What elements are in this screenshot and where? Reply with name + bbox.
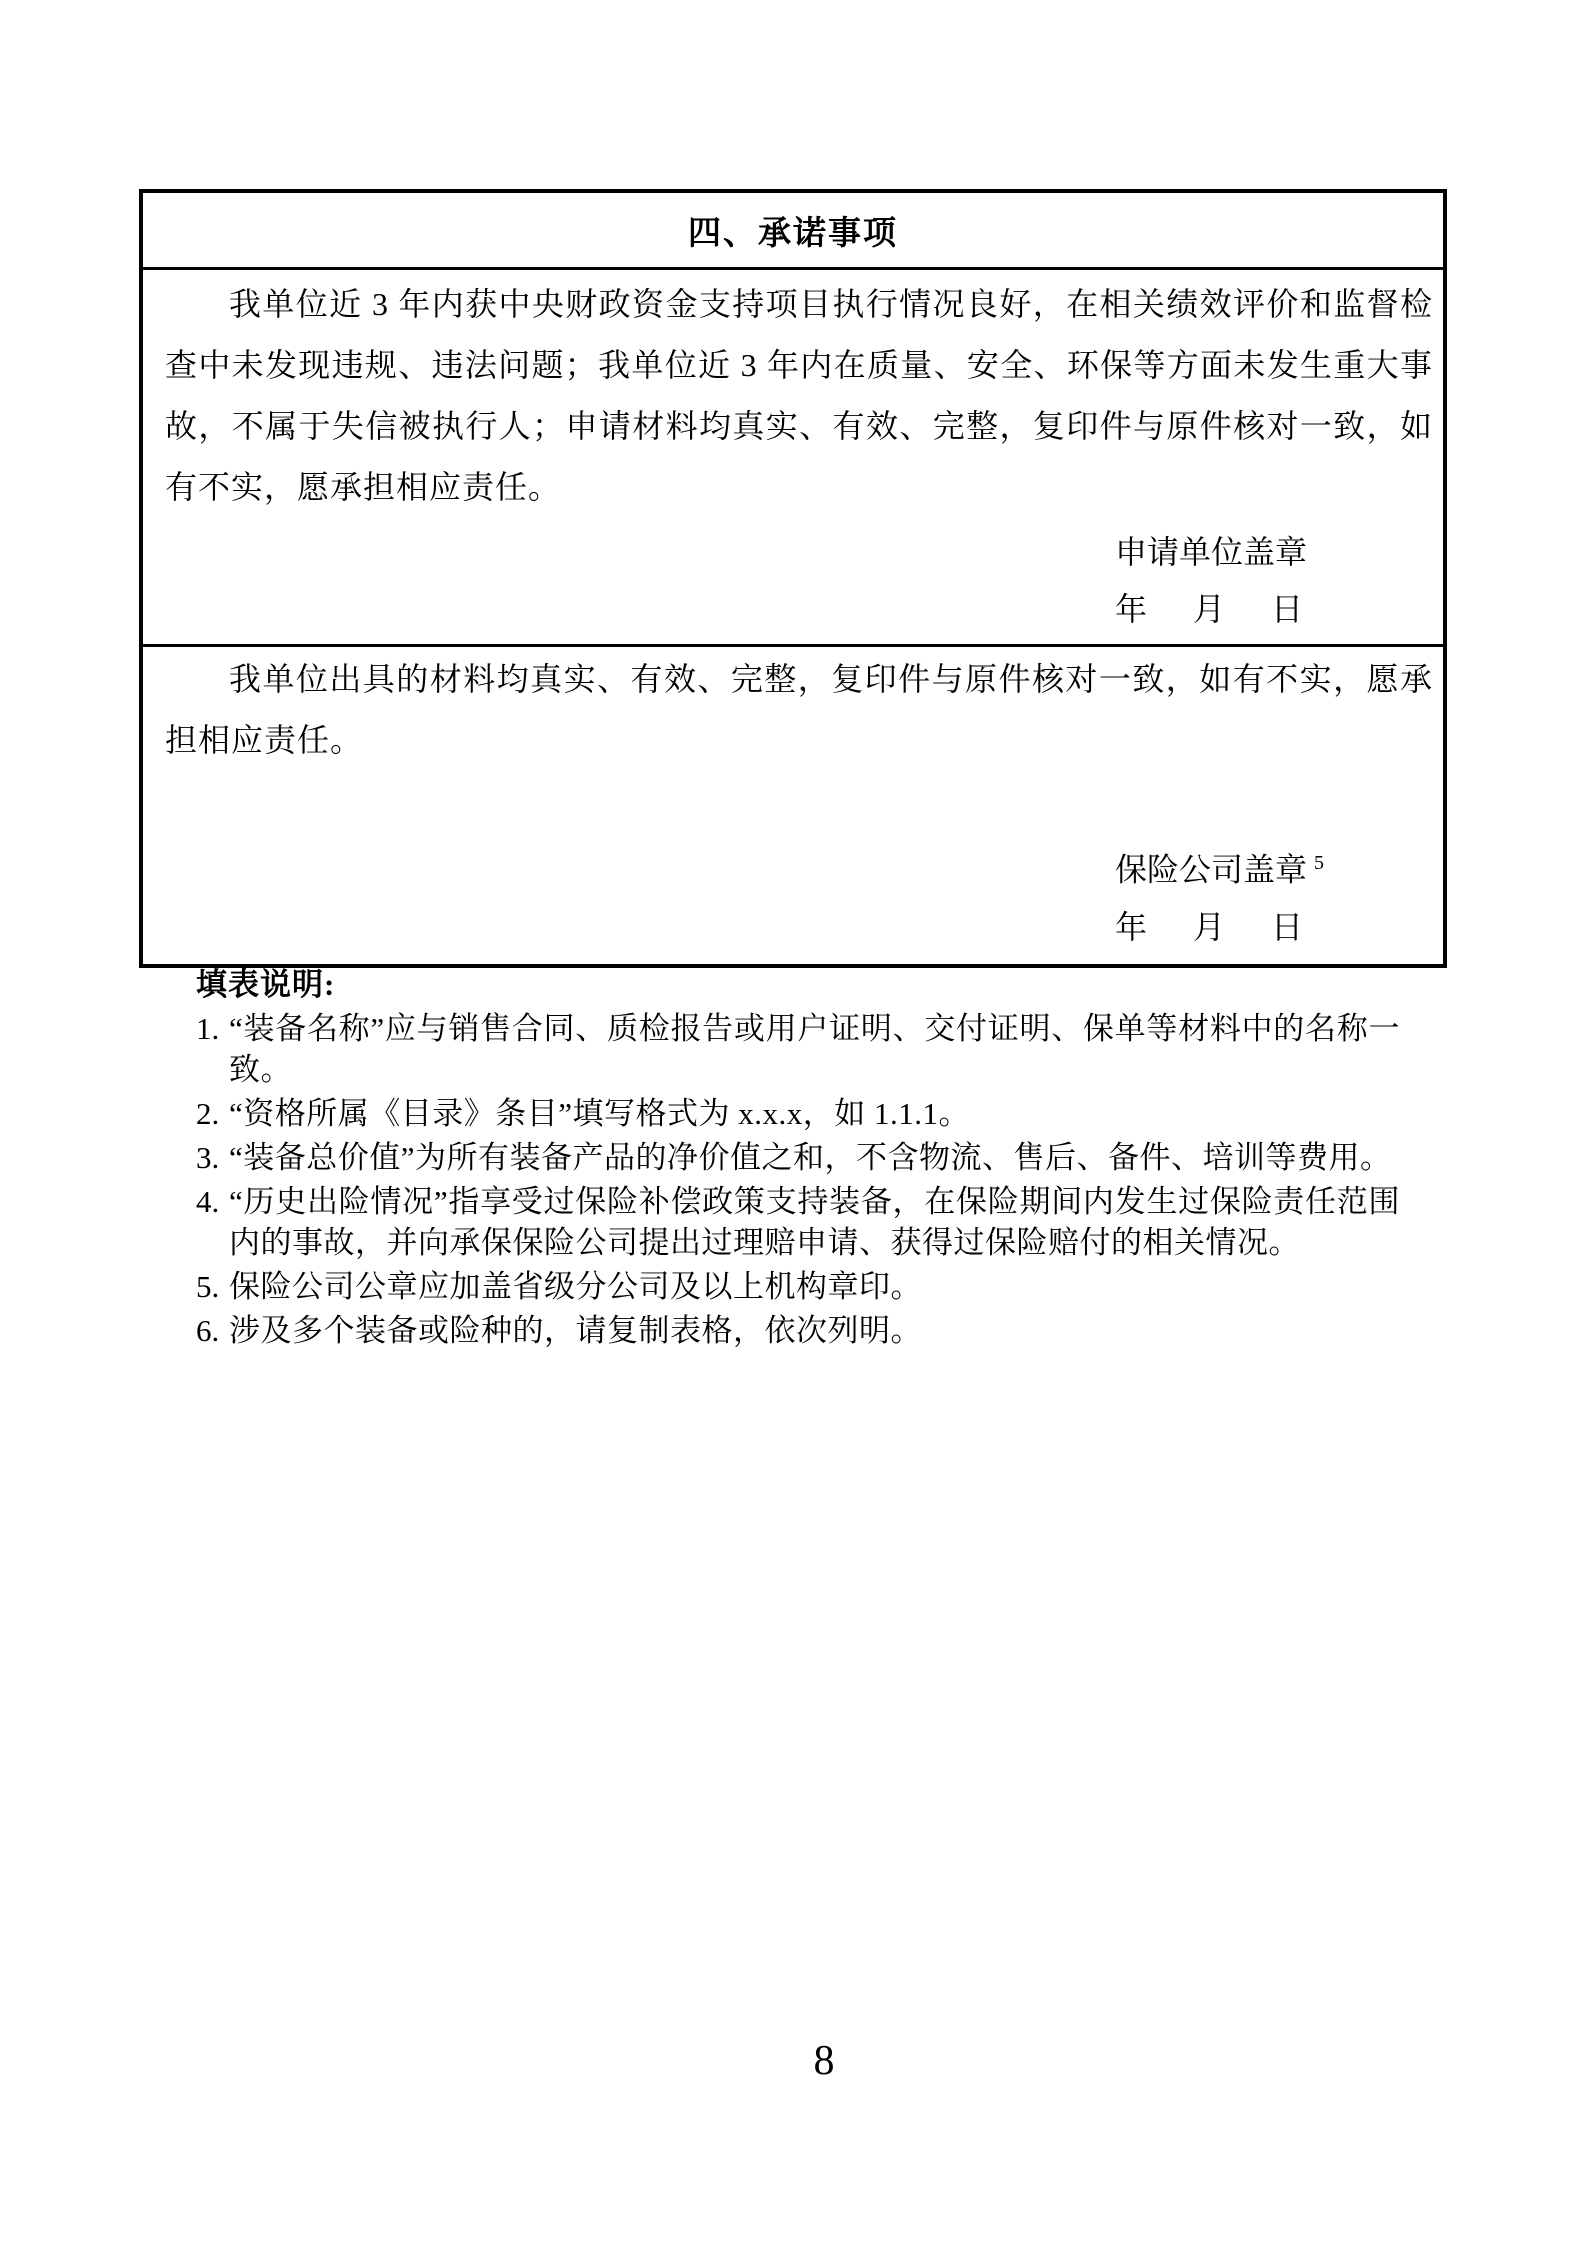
note-text: 涉及多个装备或险种的，请复制表格，依次列明。 [229, 1313, 922, 1348]
month-label: 月 [1193, 591, 1226, 627]
applicant-date-line [1115, 581, 1307, 638]
note-number: 5. [196, 1269, 220, 1304]
insurer-date-line [1115, 899, 1324, 956]
note-item-6 [196, 1310, 1400, 1351]
note-item-3 [196, 1137, 1400, 1178]
applicant-stamp-label: 申请单位盖章 [1115, 534, 1308, 570]
note-number: 1. [196, 1011, 220, 1046]
applicant-commitment-paragraph: 我单位近 3 年内获中央财政资金支持项目执行情况良好，在相关绩效评价和监督检查中未发现违规、违法问题；我单位近 3 年内在质量、安全、环保等方面未发生重大事故，不属于失信被执行人；申请材料均真实、有效、完整，复印件与原件核对一致，如有不实，愿承担相应责任。 [165, 286, 1433, 505]
note-number: 4. [196, 1184, 220, 1219]
note-item-4 [196, 1181, 1400, 1263]
note-text: “装备总价值”为所有装备产品的净价值之和，不含物流、售后、备件、培训等费用。 [229, 1140, 1392, 1175]
note-item-2 [196, 1093, 1400, 1134]
stamp-footnote-ref: 5 [1314, 852, 1325, 874]
note-text: “历史出险情况”指享受过保险补偿政策支持装备，在保险期间内发生过保险责任范围内的事故，并向承保保险公司提出过理赔申请、获得过保险赔付的相关情况。 [229, 1184, 1400, 1260]
day-label: 日 [1271, 908, 1304, 945]
applicant-stamp-block [1115, 524, 1307, 638]
note-number: 2. [196, 1096, 220, 1131]
table-section-title: 四、承诺事项 [143, 193, 1443, 270]
page-number: 8 [813, 2038, 835, 2084]
year-label: 年 [1115, 591, 1148, 627]
form-notes [196, 964, 1400, 1351]
applicant-commitment-row [143, 270, 1443, 647]
note-text: “资格所属《目录》条目”填写格式为 x.x.x，如 1.1.1。 [229, 1096, 971, 1131]
commitment-table [139, 189, 1447, 968]
note-item-1 [196, 1008, 1400, 1090]
year-label: 年 [1115, 908, 1148, 945]
month-label: 月 [1193, 908, 1226, 945]
insurer-stamp-label: 保险公司盖章 [1115, 851, 1308, 888]
note-number: 3. [196, 1140, 220, 1175]
note-text: 保险公司公章应加盖省级分公司及以上机构章印。 [229, 1269, 922, 1304]
notes-heading: 填表说明: [196, 967, 336, 1002]
note-number: 6. [196, 1313, 220, 1348]
note-item-5 [196, 1266, 1400, 1307]
insurer-stamp-block [1115, 835, 1324, 956]
insurer-commitment-paragraph: 我单位出具的材料均真实、有效、完整，复印件与原件核对一致，如有不实，愿承担相应责任。 [165, 661, 1433, 758]
note-text: “装备名称”应与销售合同、质检报告或用户证明、交付证明、保单等材料中的名称一致。 [229, 1011, 1400, 1087]
insurer-commitment-row [143, 647, 1443, 964]
day-label: 日 [1271, 591, 1304, 627]
